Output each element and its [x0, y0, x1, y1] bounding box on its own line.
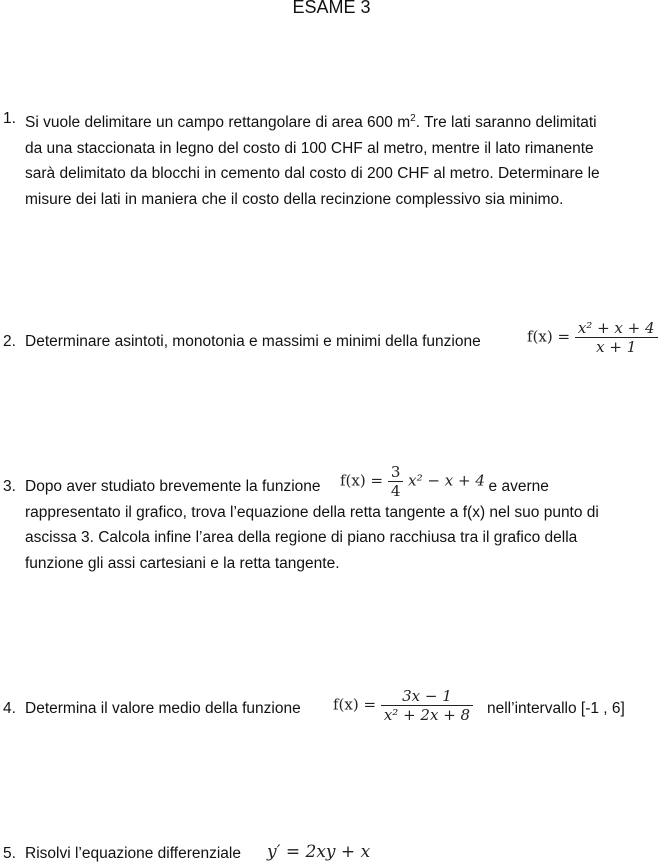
- formula-lhs: f(x) =: [527, 327, 571, 346]
- question-number: 4.: [3, 700, 16, 717]
- question-text: [25, 471, 645, 576]
- text-line: misure dei lati in maniera che il costo della recinzione complessivo sia minimo.: [25, 190, 564, 208]
- question-number: 3.: [3, 478, 16, 495]
- question-number: 5.: [3, 845, 16, 862]
- text-segment: Si vuole delimitare un campo rettangolare di area 600 m: [25, 114, 411, 132]
- fraction: [388, 463, 404, 500]
- formula-rest: x² − x + 4: [408, 471, 485, 490]
- question-text: Determina il valore medio della funzione: [25, 700, 301, 717]
- interval-text: nell’intervallo [-1 , 6]: [487, 700, 625, 717]
- function-formula: [527, 319, 658, 356]
- text-line: da una staccionata in legno del costo di 100 CHF al metro, mentre il lato rimanente: [25, 139, 594, 157]
- differential-equation: y′ = 2xy + x: [267, 842, 371, 862]
- formula-lhs: f(x) =: [340, 471, 384, 490]
- fraction: [575, 319, 658, 356]
- numerator: 3: [388, 463, 404, 482]
- text-segment: e averne: [488, 478, 549, 495]
- question-text: Determinare asintoti, monotonia e massimi e minimi della funzione: [25, 333, 481, 350]
- text-line: [25, 471, 645, 500]
- text-segment: . Tre lati saranno delimitati: [415, 114, 597, 132]
- superscript: 2: [410, 113, 416, 124]
- question-text: Risolvi l’equazione differenziale: [25, 845, 241, 862]
- question-number: 1.: [3, 110, 16, 127]
- text-line: sarà delimitato da blocchi in cemento dal costo di 200 CHF al metro. Determinare le: [25, 165, 600, 183]
- function-formula: [333, 687, 473, 724]
- numerator: 3x − 1: [381, 687, 473, 706]
- question-text: [25, 106, 645, 212]
- text-segment: Dopo aver studiato brevemente la funzione: [25, 478, 321, 495]
- denominator: x + 1: [596, 338, 637, 356]
- text-line: ascissa 3. Calcola infine l’area della regione di piano racchiusa tra il grafico della: [25, 529, 578, 546]
- exam-title: ESAME 3: [292, 0, 371, 17]
- question-number: 2.: [3, 333, 16, 350]
- text-line: rappresentato il grafico, trova l’equazione della retta tangente a f(x) nel suo punto di: [25, 503, 599, 521]
- text-line: [25, 106, 645, 136]
- formula-lhs: f(x) =: [333, 695, 377, 714]
- numerator: x² + x + 4: [575, 319, 658, 338]
- fraction: [381, 687, 473, 724]
- denominator: 4: [390, 482, 401, 500]
- denominator: x² + 2x + 8: [383, 706, 471, 724]
- function-formula: [340, 463, 485, 500]
- text-line: funzione gli assi cartesiani e la retta tangente.: [25, 554, 340, 572]
